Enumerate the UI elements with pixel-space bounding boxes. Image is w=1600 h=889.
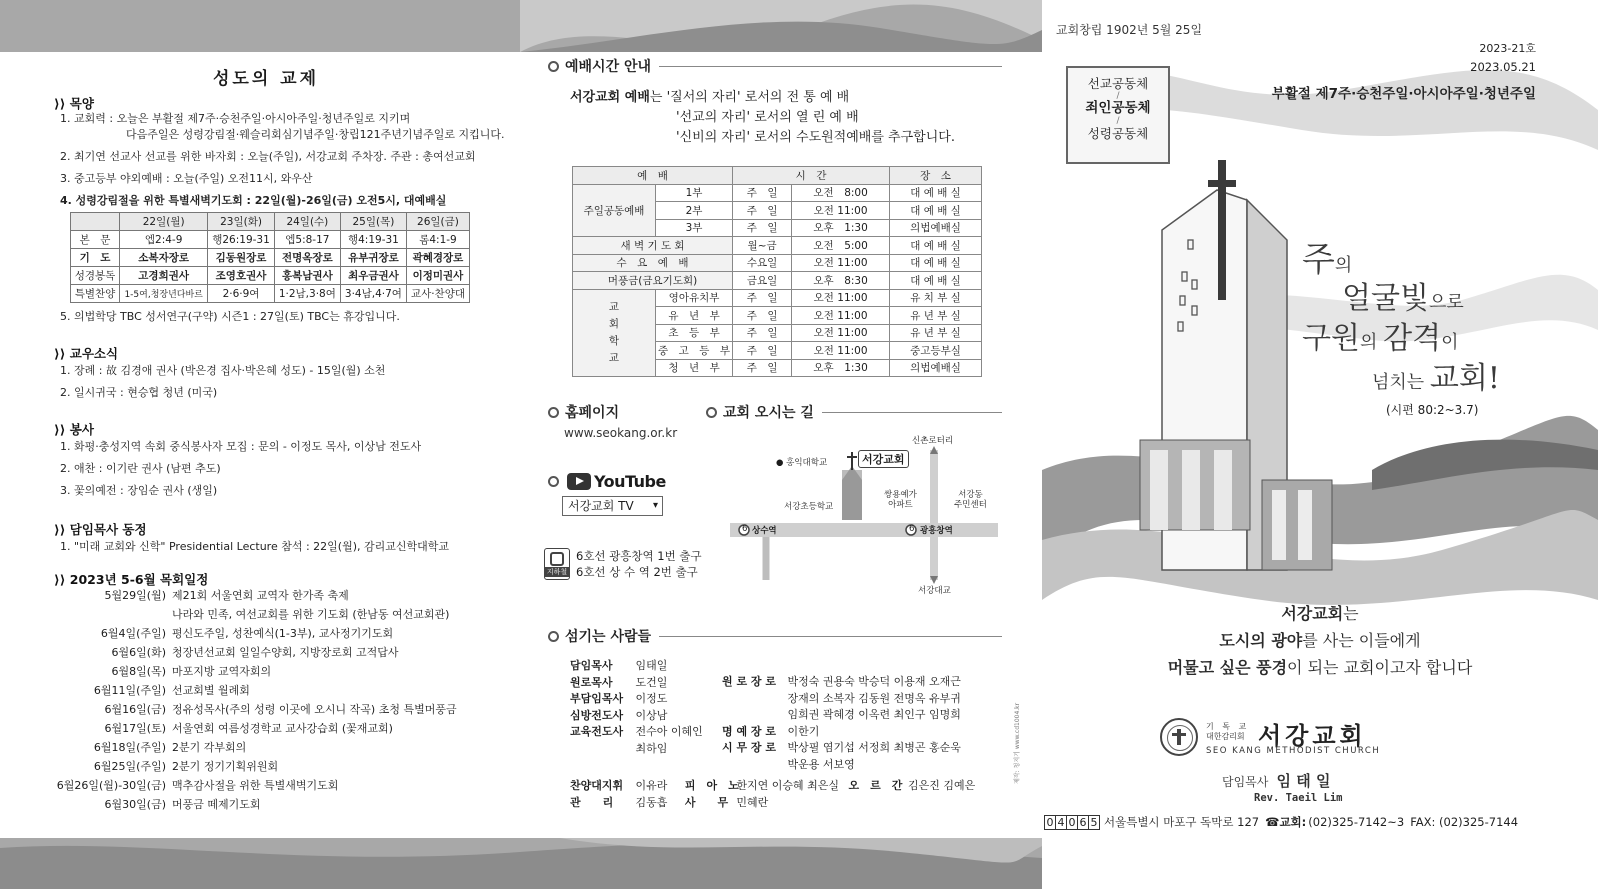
panel-info: [534, 54, 1034, 836]
list-item: 장재의 소복자 김동원 전명옥 유부귀: [787, 691, 961, 705]
table-cell: 유 년 부 실: [890, 307, 982, 325]
news-line-2: 2. 일시귀국 : 현승협 청년 (미국): [60, 386, 218, 399]
map-label-church: 서강교회: [858, 450, 909, 468]
list-item: 임희권 곽혜경 이옥련 최인구 임명희: [787, 708, 961, 721]
table-cell: 3부: [656, 219, 733, 237]
table-cell: 대 예 배 실: [890, 272, 982, 290]
fellowship-title: 성도의 교제: [212, 69, 320, 89]
staff-admin-row: 관 리 김동흡 사 무 민혜란: [570, 796, 769, 809]
table-cell: 본 문: [71, 231, 120, 249]
table-cell: 대 예 배 실: [890, 202, 982, 220]
table-cell: 김동원장로: [208, 249, 275, 267]
table-cell: 중고등부실: [890, 342, 982, 360]
table-cell: 유 치 부 실: [890, 289, 982, 307]
table-cell: 유 년 부: [656, 307, 733, 325]
pastoral-line-4: 4. 성령강림절을 위한 특별새벽기도회 : 22일(월)-26일(금) 오전5시, 대예배실: [60, 194, 447, 207]
table-cell: 주 일: [733, 219, 792, 237]
table-cell: 월~금: [733, 237, 792, 255]
service-line-2: 2. 애찬 : 이기란 권사 (남편 추도): [60, 462, 221, 475]
table-cell: 유부귀장로: [340, 249, 406, 267]
table-cell: 의법예배실: [890, 219, 982, 237]
list-item: 최하임: [635, 741, 668, 755]
table-cell: 주 일: [733, 202, 792, 220]
table-cell: 1부: [656, 184, 733, 202]
church-seal-icon: [1160, 718, 1198, 756]
table-cell: 오전 11:00: [792, 307, 890, 325]
map-label-south: 서강대교: [918, 586, 951, 596]
table-cell: 3·4남,4·7여: [340, 285, 406, 303]
table-cell: 수 요 예 배: [573, 254, 733, 272]
table-cell: 새 벽 기 도 회: [573, 237, 733, 255]
occasion-title: 부활절 제7주·승천주일·아시아주일·청년주일: [1271, 86, 1536, 102]
table-cell: 오후 8:30: [792, 272, 890, 290]
denomination-label: 기 독 교 대한감리회: [1206, 722, 1250, 741]
map-label-hongik: ● 홍익대학교: [776, 458, 828, 468]
map-label-community-center: 서강동 주민센터: [954, 490, 987, 510]
worship-intro: 서강교회 예배는 '질서의 자리' 로서의 전 통 예 배 '선교의 자리' 로서의 열 린 예 배 '신비의 자리' 로서의 수도원적예배를 추구합니다.: [570, 90, 955, 145]
table-cell: 1·2남,3·8여: [274, 285, 340, 303]
table-cell: 교사·찬양대: [406, 285, 469, 303]
bottom-wave: [0, 838, 1042, 889]
table-cell: 주 일: [733, 359, 792, 377]
homepage-link[interactable]: www.seokang.or.kr: [564, 426, 678, 440]
pastoral-line-5: 5. 의법학당 TBC 성서연구(구약) 시즌1 : 27일(토) TBC는 휴강입니다.: [60, 310, 400, 323]
table-cell: 오전 11:00: [792, 324, 890, 342]
table-cell: 기 도: [71, 249, 120, 267]
table-cell: 오후 1:30: [792, 359, 890, 377]
pastoral-line-1b: 다음주일은 성령강림절·웨슬리회심기념주일·창립121주년기념주일로 지킵니다.: [126, 128, 505, 141]
table-cell: 고경희권사: [120, 267, 208, 285]
zip-code: 0 4 0 6 5: [1044, 815, 1100, 830]
table-cell: 예 배: [573, 167, 733, 185]
issue-number: 2023-21호: [1479, 42, 1536, 55]
subway-directions: 6호선 광흥창역 1번 출구 6호선 상 수 역 2번 출구: [576, 549, 702, 579]
table-cell: 의법예배실: [890, 359, 982, 377]
table-cell: 엡5:8-17: [274, 231, 340, 249]
table-cell: 이정미권사: [406, 267, 469, 285]
table-cell: 23일(화): [208, 213, 275, 231]
map-label-gwangheungchang: 광흥창역: [920, 526, 953, 536]
table-cell: 성경봉독: [71, 267, 120, 285]
table-cell: 홍복남권사: [274, 267, 340, 285]
list-item: 나라와 민족, 여선교회를 위한 기도회 (한남동 여선교회관): [172, 608, 450, 621]
staff-choir-row: 찬양대지휘 이유라 피 아 노 한지연 이승혜 최은실 오 르 간 김은진 김예은: [570, 779, 976, 792]
table-cell: 대 예 배 실: [890, 184, 982, 202]
table-cell: 주일공동예배: [573, 184, 656, 237]
worship-time-table: [572, 166, 982, 377]
heading-map: 교회 오시는 길: [706, 402, 1002, 422]
table-cell: 유 년 부 실: [890, 324, 982, 342]
founding-date: 교회창립 1902년 5월 25일: [1056, 23, 1203, 37]
list-item: 6월25일(주일) 2분기 정기기획위원회: [93, 760, 279, 773]
table-cell: 금요일: [733, 272, 792, 290]
youtube-logo-text: YouTube: [594, 472, 666, 491]
heading-homepage: 홈페이지: [548, 402, 619, 422]
table-cell: 26일(금): [406, 213, 469, 231]
table-cell: 머풍금(금요기도회): [573, 272, 733, 290]
list-item: 명 예 장 로 이한기: [722, 724, 820, 738]
table-cell: 대 예 배 실: [890, 237, 982, 255]
table-cell: 소복자장로: [120, 249, 208, 267]
panel-cover: [1042, 0, 1598, 889]
table-cell: 초 등 부: [656, 324, 733, 342]
list-item: 6월8일(목) 마포지방 교역자회의: [111, 665, 272, 678]
heading-member-news: ⟩⟩ 교우소식: [54, 346, 119, 361]
list-item: 6월30일(금) 머풍금 떼제기도회: [104, 798, 261, 811]
news-line-1: 1. 장례 : 故 김경애 권사 (박은경 집사·박은혜 성도) - 15일(월) 소천: [60, 364, 386, 377]
map-label-school: 서강초등학교: [784, 502, 834, 512]
list-item: 심방전도사 이상남: [570, 708, 668, 722]
map-label-line6-b: 6: [909, 524, 915, 534]
table-cell: 22일(월): [120, 213, 208, 231]
community-box: 선교공동체 / 죄인공동체 / 성령공동체: [1066, 66, 1170, 164]
table-cell: 오전 11:00: [792, 254, 890, 272]
church-english-name: SEO KANG METHODIST CHURCH: [1206, 746, 1381, 756]
table-cell: 교 회 학 교: [573, 289, 656, 377]
list-item: 6월4일(주일) 평신도주일, 성찬예식(1-3부), 교사정기기도회: [100, 627, 394, 640]
address-footer: 0 4 0 6 5 서울특별시 마포구 독막로 127 ☎교회: (02)325-7142~3 FAX: (02)325-7144: [1044, 814, 1518, 830]
table-cell: 행26:19-31: [208, 231, 275, 249]
staff-left-list: [570, 658, 703, 757]
heading-pastor-news: ⟩⟩ 담임목사 동정: [54, 522, 147, 537]
ministry-schedule-list: [6, 586, 457, 814]
panel-fellowship: [6, 54, 526, 836]
list-item: 원로목사 도건일: [570, 675, 668, 689]
table-cell: 1-5여,청장년다바르: [120, 285, 208, 303]
map-label-sangsu: 상수역: [752, 526, 777, 536]
table-cell: 주 일: [733, 324, 792, 342]
table-cell: 영아유치부: [656, 289, 733, 307]
table-cell: 대 예 배 실: [890, 254, 982, 272]
heading-staff: 섬기는 사람들: [548, 626, 1002, 646]
pastor-info: 담임목사 임 태 일: [1222, 772, 1331, 790]
service-line-1: 1. 화평·충성지역 속회 중식봉사자 모집 : 문의 - 이정도 목사, 이상남 전도사: [60, 440, 422, 453]
table-cell: 수요일: [733, 254, 792, 272]
table-cell: 주 일: [733, 307, 792, 325]
list-item: 부담임목사 이정도: [570, 692, 668, 705]
table-cell: 25일(목): [340, 213, 406, 231]
list-item: 5월29일(월) 제21회 서울연회 교역자 한가족 축제: [104, 589, 349, 602]
list-item: 6월18일(주일) 2분기 각부회의: [93, 741, 247, 754]
table-cell: 주 일: [733, 289, 792, 307]
heading-pastoral: ⟩⟩ 목양: [54, 96, 94, 111]
table-cell: 시 간: [733, 167, 890, 185]
subway-icon: 지하철: [544, 548, 570, 580]
table-cell: 청 년 부: [656, 359, 733, 377]
table-cell: 오전 8:00: [792, 184, 890, 202]
youtube-channel-select[interactable]: 서강교회 TV ▾: [562, 496, 663, 516]
slogan: 주의 얼굴빛으로 구원의 감격이 넘치는 교회! (시편 80:2~3.7): [1302, 240, 1500, 417]
list-item: 담임목사 임태일: [570, 659, 668, 672]
list-item: 박운용 서보영: [787, 757, 855, 771]
table-cell: [71, 213, 120, 231]
map-label-north: 신촌로터리: [912, 436, 954, 446]
mission-statement: 서강교회는 도시의 광야를 사는 이들에게 머물고 싶은 풍경이 되는 교회이고자 합니다: [1167, 604, 1473, 677]
church-name-logo: 서강교회: [1258, 722, 1367, 750]
list-item: 시 무 장 로 박상필 염기섭 서정희 최병곤 홍순욱: [722, 741, 961, 754]
list-item: 교육전도사 전수아 이혜인: [570, 725, 703, 738]
prayer-schedule-table: [70, 212, 470, 303]
top-wave: [0, 0, 1042, 60]
table-cell: 행4:19-31: [340, 231, 406, 249]
table-cell: 오전 11:00: [792, 202, 890, 220]
table-cell: 주 일: [733, 342, 792, 360]
pastoral-line-1: 1. 교회력 : 오늘은 부활절 제7주·승천주일·아시아주일·청년주일로 지키며: [60, 112, 411, 125]
table-cell: 오후 1:30: [792, 219, 890, 237]
list-item: 6월17일(토) 서울연회 여름성경학교 교사강습회 (꽃재교회): [104, 722, 393, 735]
table-cell: 장 소: [890, 167, 982, 185]
chevron-down-icon: ▾: [652, 500, 658, 511]
table-cell: 2부: [656, 202, 733, 220]
table-cell: 오전 5:00: [792, 237, 890, 255]
table-cell: 곽혜경장로: [406, 249, 469, 267]
table-cell: 특별찬양: [71, 285, 120, 303]
list-item: 6월16일(금) 정유성목사(주의 성령 이곳에 오시니 작곡) 초청 특별머풍금: [104, 703, 457, 716]
table-cell: 2·6·9여: [208, 285, 275, 303]
table-cell: 엡2:4-9: [120, 231, 208, 249]
pastor-english-name: Rev. Taeil Lim: [1254, 792, 1343, 804]
list-item: 6월6일(화) 청장년선교회 일일수양회, 지방장로회 고적답사: [111, 646, 399, 659]
list-item: 6월11일(주일) 선교회별 월례회: [93, 684, 250, 697]
service-line-3: 3. 꽃의예전 : 장임순 권사 (생일): [60, 484, 218, 497]
table-cell: 오전 11:00: [792, 289, 890, 307]
staff-right-list: [722, 674, 961, 773]
youtube-row: [548, 472, 666, 491]
heading-ministry-schedule: ⟩⟩ 2023년 5-6월 목회일정: [54, 572, 209, 587]
table-cell: 오전 11:00: [792, 342, 890, 360]
table-cell: 24일(수): [274, 213, 340, 231]
heading-worship: 예배시간 안내: [548, 56, 1002, 76]
map-label-line6-a: 6: [742, 524, 748, 534]
issue-date: 2023.05.21: [1470, 60, 1536, 74]
pastoral-line-3: 3. 중고등부 야외예배 : 오늘(주일) 오전11시, 와우산: [60, 172, 313, 185]
production-credit: 제작: 청지기 www.cd1004.kr: [1014, 702, 1021, 784]
map-label-apartment: 쌍용예가 아파트: [884, 490, 917, 510]
pastor-line-1: 1. "미래 교회와 신학" Presidential Lecture 참석 : 22일(월), 감리교신학대학교: [60, 540, 450, 553]
table-cell: 주 일: [733, 184, 792, 202]
list-item: 6월26일(월)-30일(금) 맥추감사절을 위한 특별새벽기도회: [56, 779, 339, 792]
pastoral-line-2: 2. 최기연 선교사 선교를 위한 바자회 : 오늘(주일), 서강교회 주차장. 주관 : 총여선교회: [60, 150, 476, 163]
list-item: 원 로 장 로 박정숙 권용숙 박승덕 이용재 오재근: [722, 675, 961, 688]
table-cell: 조영호권사: [208, 267, 275, 285]
heading-service: ⟩⟩ 봉사: [54, 422, 94, 437]
table-cell: 롬4:1-9: [406, 231, 469, 249]
table-cell: 중 고 등 부: [656, 342, 733, 360]
table-cell: 최우금권사: [340, 267, 406, 285]
table-cell: 전명옥장로: [274, 249, 340, 267]
youtube-play-icon: [567, 473, 591, 490]
